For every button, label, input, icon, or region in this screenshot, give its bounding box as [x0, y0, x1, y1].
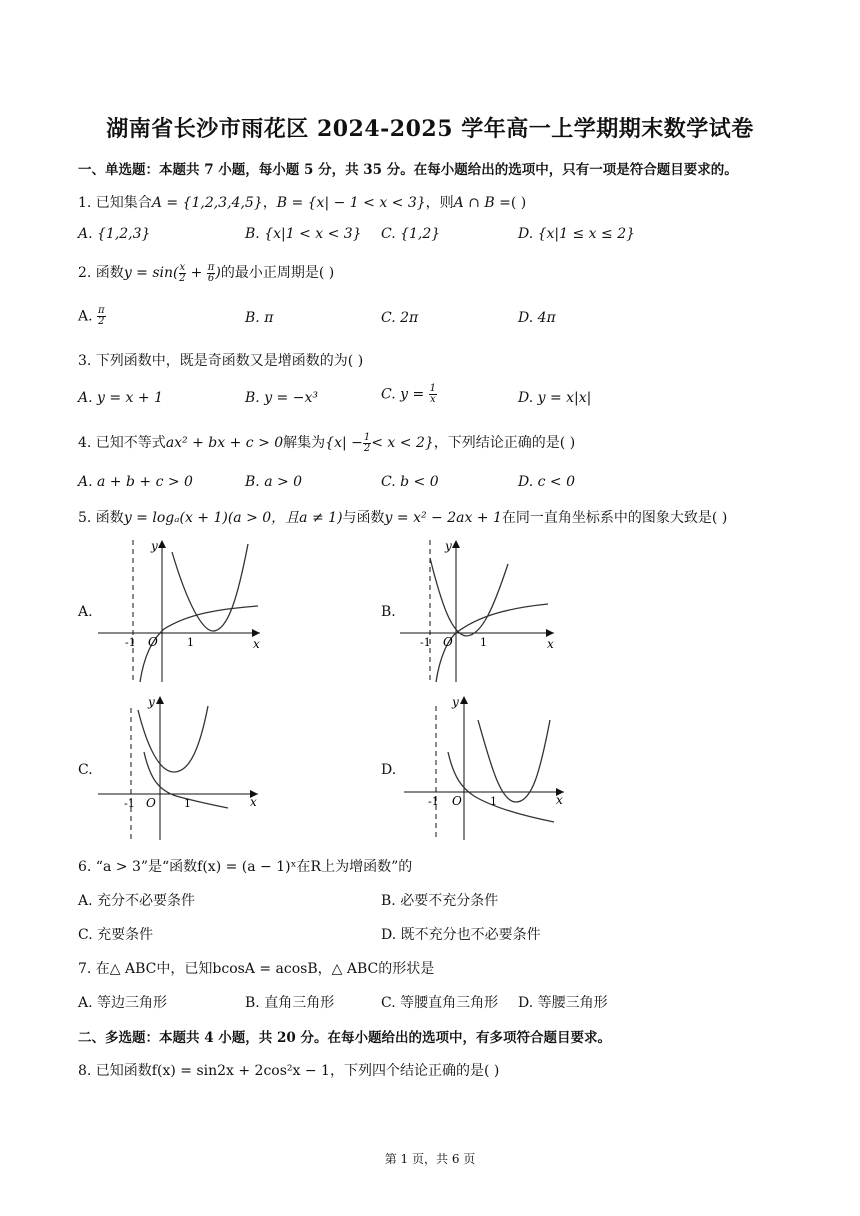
q7-option-b[interactable]: B. 直角三角形	[245, 995, 335, 1011]
q1-set-b: B = {x| − 1 < x < 3}	[276, 195, 426, 211]
q2-frac-2: $\frac{\pi}{6}$	[207, 261, 215, 284]
question-2	[78, 262, 334, 284]
svg-text:O: O	[443, 635, 453, 649]
q1-stem-c: ，则	[425, 195, 454, 211]
svg-text:x: x	[547, 637, 554, 651]
svg-text:O: O	[148, 635, 158, 649]
q2-plus: +	[186, 265, 207, 281]
q7-option-d[interactable]: D. 等腰三角形	[518, 995, 608, 1011]
svg-text:y: y	[452, 695, 459, 709]
q1-stem-a: 1. 已知集合	[78, 195, 152, 211]
q2-func-a: y = sin(	[123, 265, 179, 281]
q5-graph-b[interactable]	[400, 536, 560, 684]
section-1-heading: 一、单选题：本题共 7 小题，每小题 5 分，共 35 分。在每小题给出的选项中，只有一项是符合题目要求的。	[78, 162, 738, 178]
q7-option-c[interactable]: C. 等腰直角三角形	[381, 995, 499, 1011]
q4-option-c[interactable]: C. b < 0	[381, 474, 439, 490]
q2-stem-b: 的最小正周期是( )	[220, 265, 335, 281]
q5-option-d-label[interactable]: D.	[381, 762, 397, 778]
page-footer: 第 1 页，共 6 页	[384, 1152, 476, 1166]
svg-text:-1: -1	[420, 636, 431, 649]
q3-option-b[interactable]: B. y = −x³	[245, 390, 318, 406]
svg-text:1: 1	[187, 636, 194, 649]
svg-text:x: x	[556, 793, 563, 807]
svg-text:y: y	[148, 695, 155, 709]
q5-graph-d[interactable]	[404, 692, 572, 842]
svg-text:-1: -1	[125, 636, 136, 649]
q1-stem-d: ( )	[510, 195, 527, 211]
svg-text:y: y	[445, 539, 452, 553]
q7-option-a[interactable]: A. 等边三角形	[78, 995, 168, 1011]
question-5: 5. 函数y = logₐ(x + 1)(a > 0，且a ≠ 1)与函数y = x² − 2ax + 1在同一直角坐标系中的图象大致是( )	[78, 510, 728, 526]
q2-option-b[interactable]: B. π	[245, 310, 274, 326]
q6-option-a[interactable]: A. 充分不必要条件	[78, 893, 196, 909]
question-4: 4. 已知不等式ax² + bx + c > 0解集为{x| − $\frac{1}{2}$ < x < 2}，下列结论正确的是( )	[78, 431, 576, 454]
svg-text:O: O	[146, 796, 156, 810]
q5-option-b-label[interactable]: B.	[381, 604, 396, 620]
question-3: 3. 下列函数中，既是奇函数又是增函数的为( )	[78, 353, 364, 369]
q6-option-b[interactable]: B. 必要不充分条件	[381, 893, 499, 909]
question-8: 8. 已知函数f(x) = sin2x + 2cos²x − 1，下列四个结论正确的是( )	[78, 1063, 500, 1079]
q1-option-b[interactable]: B. {x|1 < x < 3}	[245, 226, 362, 242]
q5-option-c-label[interactable]: C.	[78, 762, 93, 778]
q4-option-b[interactable]: B. a > 0	[245, 474, 303, 490]
question-7: 7. 在△ ABC中，已知bcosA = acosB，△ ABC的形状是	[78, 961, 435, 977]
svg-text:-1: -1	[124, 797, 135, 810]
q2-option-c[interactable]: C. 2π	[381, 310, 419, 326]
q3-option-d[interactable]: D. y = x|x|	[518, 390, 592, 406]
svg-text:1: 1	[184, 797, 191, 810]
q2-frac-1: $\frac{x}{2}$	[179, 261, 186, 284]
question-6: 6. “a > 3”是“函数f(x) = (a − 1)ˣ在R上为增函数”的	[78, 859, 413, 875]
q3-option-c[interactable]: C. y = $\frac{1}{x}$	[381, 383, 437, 405]
q5-option-a-label[interactable]: A.	[78, 604, 93, 620]
q1-option-c[interactable]: C. {1,2}	[381, 226, 441, 242]
q2-option-d[interactable]: D. 4π	[518, 310, 556, 326]
section-2-heading: 二、多选题：本题共 4 小题，共 20 分。在每小题给出的选项中，有多项符合题目要求。	[78, 1030, 611, 1046]
q1-option-d[interactable]: D. {x|1 ≤ x ≤ 2}	[518, 226, 636, 242]
svg-text:1: 1	[480, 636, 487, 649]
q3-option-a[interactable]: A. y = x + 1	[78, 390, 163, 406]
svg-text:y: y	[151, 539, 158, 553]
question-1	[78, 192, 526, 212]
svg-text:O: O	[452, 794, 462, 808]
q1-intersection: A ∩ B =	[453, 195, 511, 211]
q4-option-d[interactable]: D. c < 0	[518, 474, 576, 490]
q4-option-a[interactable]: A. a + b + c > 0	[78, 474, 193, 490]
q5-graph-a[interactable]	[98, 536, 268, 684]
q2-stem-a: 2. 函数	[78, 265, 124, 281]
svg-text:-1: -1	[428, 795, 439, 808]
svg-text:1: 1	[490, 795, 497, 808]
q6-option-d[interactable]: D. 既不充分也不必要条件	[381, 927, 541, 943]
q2-func-b: )	[215, 265, 221, 281]
q1-option-a[interactable]: A. {1,2,3}	[78, 226, 151, 242]
svg-text:x: x	[253, 637, 260, 651]
q2-option-a[interactable]: A. $\frac{\pi}{2}$	[78, 305, 105, 327]
q1-stem-b: ，	[262, 195, 277, 211]
q1-set-a: A = {1,2,3,4,5}	[151, 195, 263, 211]
svg-text:x: x	[250, 795, 257, 809]
q6-option-c[interactable]: C. 充要条件	[78, 927, 154, 943]
exam-title: 湖南省长沙市雨花区 2024-2025 学年高一上学期期末数学试卷	[106, 116, 754, 142]
q5-graph-c[interactable]	[98, 692, 268, 842]
